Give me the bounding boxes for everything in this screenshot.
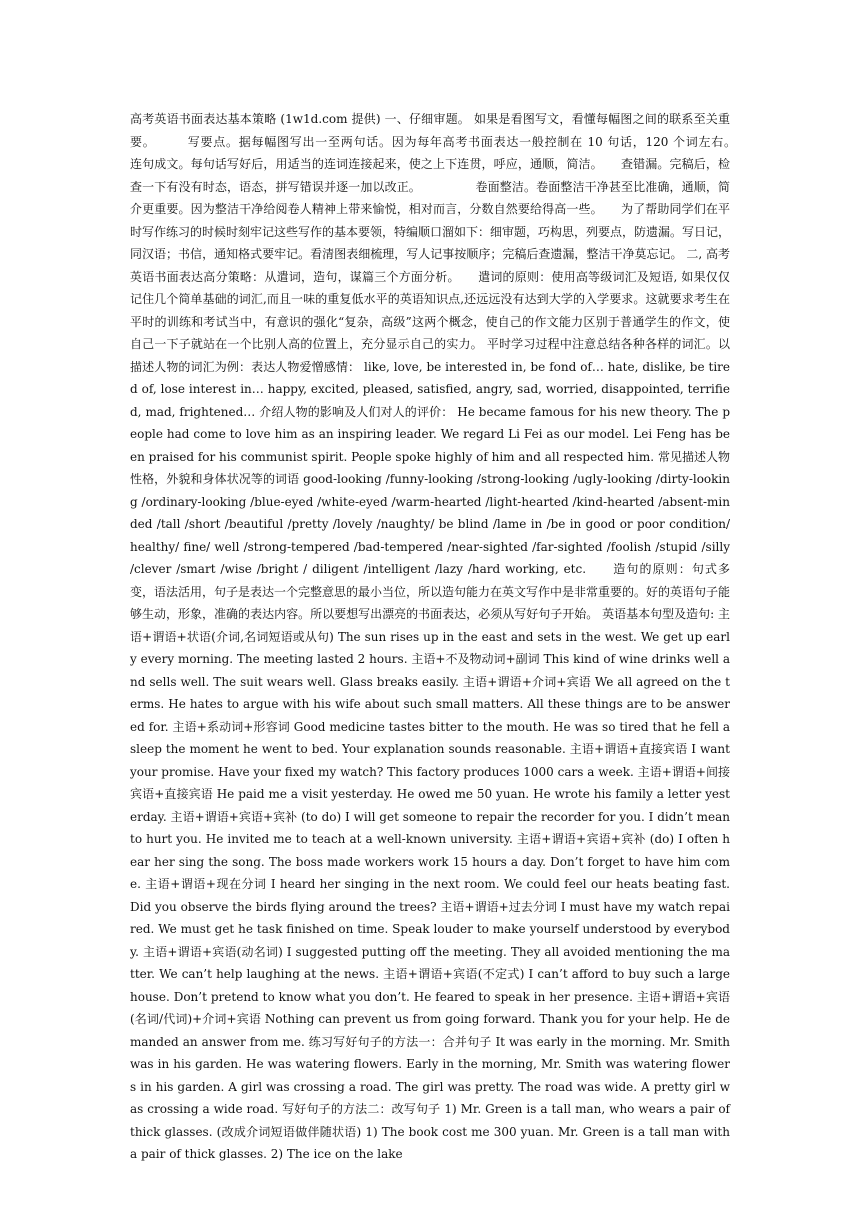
body-text: 高考英语书面表达基本策略 (1w1d.com 提供) 一、仔细审题。 如果是看图写文，看懂每幅图之间的联系至关重要。 写要点。据每幅图写出一至两句话。因为每年高考书面表达一般控制在 10 句话，120 个词左右。 连句成文。每句话写好后，用适当的连词连接起来，使之上下连贯，呼应，通顺，简洁。 查错漏。完稿后，检查一下有没有时态，语态，拼写错误并逐一加以改正。 卷面整洁。卷面整洁干净甚至比准确，通顺，简介更重要。因为整洁干净给阅卷人精神上带来愉悦，相对而言，分数自然要给得高一些。 为了帮助同学们在平时写作练习的时候时刻牢记这些写作的基本要领，特编顺口溜如下：细审题，巧构思，列要点，防遗漏。写日记，同汉语；书信，通知格式要牢记。看清图表细梳理，写人记事按顺序；完稿后查遗漏，整洁干净莫忘记。 二, 高考英语书面表达高分策略：从遣词，造句，谋篇三个方面分析。 遣词的原则：使用高等级词汇及短语, 如果仅仅记住几个简单基础的词汇,而且一味的重复低水平的英语知识点,还远远没有达到大学的入学要求。这就要求考生在平时的训练和考试当中，有意识的强化“复杂，高级”这两个概念，使自己的作文能力区别于普通学生的作文，使自己一下子就站在一个比别人高的位置上，充分显示自己的实力。 平时学习过程中注意总结各种各样的词汇。以描述人物的词汇为例：表达人物爱憎感情： like, love, be interested in, be fond of… hate, dislike, be tired of, lose interest in… happy, excited, pleased, satisfied, angry, sad, worried, disappointed, terrified, mad, frightened… 介绍人物的影响及人们对人的评价： He became famous for his new theory. The people had come to love him as an inspiring leader. We regard Li Fei as our model. Lei Feng has been praised for his communist spirit. People spoke highly of him and all respected him. 常见描述人物性格，外貌和身体状况等的词语 good-looking /funny-looking /strong-looking /ugly-looking /dirty-looking /ordinary-looking /blue-eyed /white-eyed /warm-hearted /light-hearted /kind-hearted /absent-minded /tall /short /beautiful /pretty /lovely /naughty/ be blind /lame in /be in good or poor condition/ healthy/ fine/ well /strong-tempered /bad-tempered /near-sighted /far-sighted /foolish /stupid /silly /clever /smart /wise /bright / diligent /intelligent /lazy /hard working, etc. 造句的原则：句式多变，语法活用，句子是表达一个完整意思的最小当位，所以造句能力在英文写作中是非常重要的。好的英语句子能够生动，形象，准确的表达内容。所以要想写出漂亮的书面表达，必须从写好句子开始。 英语基本句型及造句: 主语+谓语+状语(介词,名词短语或从句) The sun rises up in the east and sets in the west. We get up early every morning. The meeting lasted 2 hours. 主语+不及物动词+副词 This kind of wine drinks well and sells well. The suit wears well. Glass breaks easily. 主语+谓语+介词+宾语 We all agreed on the terms. He hates to argue with his wife about such small matters. All these things are to be answered for. 主语+系动词+形容词 Good medicine tastes bitter to the mouth. He was so tired that he fell asleep the moment he went to bed. Your explanation sounds reasonable. 主语+谓语+直接宾语 I want your promise. Have your fixed my watch? This factory produces 1000 cars a week. 主语+谓语+间接宾语+直接宾语 He paid me a visit yesterday. He owed me 50 yuan. He wrote his family a letter yesterday. 主语+谓语+宾语+宾补 (to do) I will get someone to repair the recorder for you. I didn’t mean to hurt you. He invited me to teach at a well-known university. 主语+谓语+宾语+宾补 (do) I often hear her sing the song. The boss made workers work 15 hours a day. Don’t forget to have him come. 主语+谓语+现在分词 I heard her singing in the next room. We could feel our heats beating fast. Did you observe the birds flying around the trees? 主语+谓语+过去分词 I must have my watch repaired. We must get he task finished on time. Speak louder to make yourself understood by everybody. 主语+谓语+宾语(动名词) I suggested putting off the meeting. They all avoided mentioning the matter. We can’t help laughing at the news. 主语+谓语+宾语(不定式) I can’t afford to buy such a large house. Don’t pretend to know what you don’t. He feared to speak in her presence. 主语+谓语+宾语(名词/代词)+介词+宾语 Nothing can prevent us from going forward. Thank you for your help. He demanded an answer from me. 练习写好句子的方法一：合并句子 It was early in the morning. Mr. Smith was in his garden. He was watering flowers. Early in the morning, Mr. Smith was watering flowers in his garden. A girl was crossing a road. The girl was pretty. The road was wide. A pretty girl was crossing a wide road. 写好句子的方法二：改写句子 1) Mr. Green is a tall man, who wears a pair of thick glasses. (改成介词短语做伴随状语) 1) The book cost me 300 yuan. Mr. Green is a tall man with a pair of thick glasses. 2) The ice on the lake xyxy=(130,112,755,1161)
document-page xyxy=(130,108,755,1166)
